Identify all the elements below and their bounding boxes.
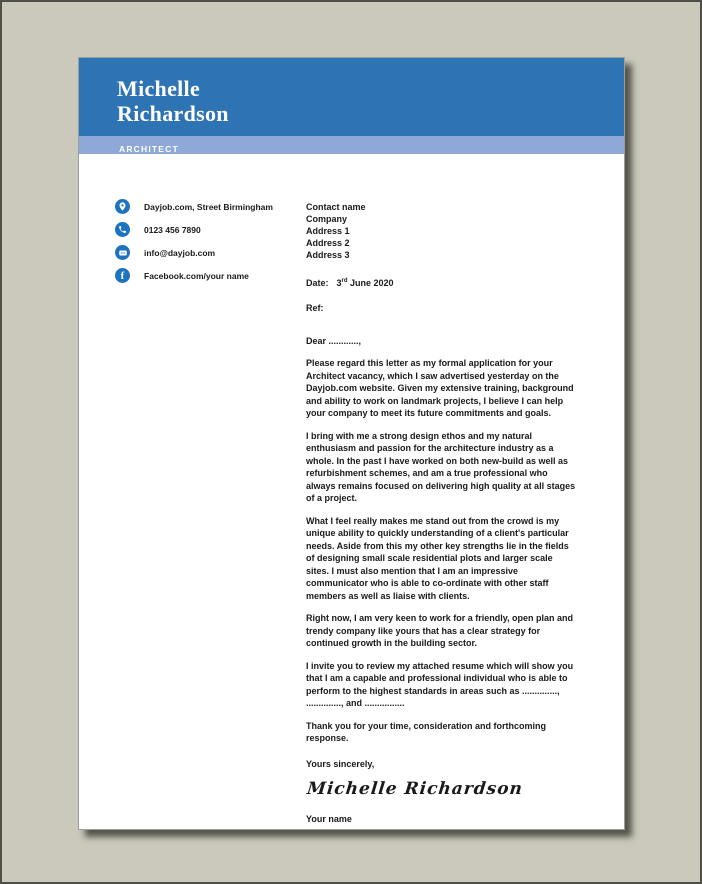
closing: Yours sincerely,	[306, 758, 375, 769]
recipient-address-2: Address 2	[306, 238, 350, 248]
contact-email-label: info@dayjob.com	[144, 247, 216, 258]
signoff-name: Your name	[306, 813, 352, 824]
paragraph-thanks: Thank you for your time, consideration and forthcoming response.	[306, 720, 547, 743]
contact-info	[115, 199, 295, 291]
phone-icon	[115, 222, 130, 237]
ref-line: Ref:	[306, 303, 324, 313]
contact-row-phone	[115, 222, 295, 237]
facebook-icon: f	[115, 268, 130, 283]
paragraph-2: I bring with me a strong design ethos and my natural enthusiasm and passion for the architecture industry as a whole. In the past I have worked on both new-build as well as refurbishment schemes, and am a true professional who always remains focused on delivering high quality at all stages of a project.	[306, 430, 576, 503]
contact-row-address	[115, 199, 295, 214]
email-icon	[115, 245, 130, 260]
contact-address-label: Dayjob.com, Street Birmingham	[144, 201, 273, 212]
letter-page	[78, 57, 625, 830]
candidate-name	[117, 76, 624, 126]
paragraph-5: I invite you to review my attached resume which will show you that I am a capable and professional individual who is able to perform to the highest standards in areas such as .............., .............., and ................	[306, 660, 574, 708]
job-title-band	[79, 136, 624, 154]
candidate-first-name: Michelle	[117, 76, 201, 101]
paragraph-1: Please regard this letter as my formal application for your Architect vacancy, which I saw advertised yesterday on the Dayjob.com website. Given my extensive training, background and ability to work on landmark projects, I believe I can help your company to meet its future commitments and goals.	[306, 358, 574, 418]
contact-phone-label: 0123 456 7890	[144, 224, 201, 235]
contact-row-email	[115, 245, 295, 260]
contact-row-facebook	[115, 268, 295, 283]
paragraph-4: Right now, I am very keen to work for a friendly, open plan and trendy company like yours that has a clear strategy for continued growth in the building sector.	[306, 613, 574, 648]
letter-body	[306, 201, 576, 825]
job-title: ARCHITECT	[119, 144, 179, 154]
location-icon	[115, 199, 130, 214]
contact-facebook-label: Facebook.com/your name	[144, 270, 249, 281]
date-line: Date: 3rd June 2020	[306, 278, 394, 288]
signature: Michelle Richardson	[306, 778, 524, 799]
candidate-last-name: Richardson	[117, 101, 229, 126]
recipient-address-1: Address 1	[306, 226, 350, 236]
recipient-address-3: Address 3	[306, 250, 350, 260]
recipient-company: Company	[306, 214, 348, 224]
salutation: Dear ............,	[306, 336, 362, 346]
recipient-contact-name: Contact name	[306, 202, 366, 212]
paragraph-3: What I feel really makes me stand out from the crowd is my unique ability to quickly understanding of a client's particular needs. Aside from this my other key strengths lie in the fields of designing small scale residential plots and larger scale sites. I must also mention that I am an impressive communicator who is able to co-ordinate with other staff members as well as liaise with clients.	[306, 515, 569, 601]
letter-header	[79, 58, 624, 136]
